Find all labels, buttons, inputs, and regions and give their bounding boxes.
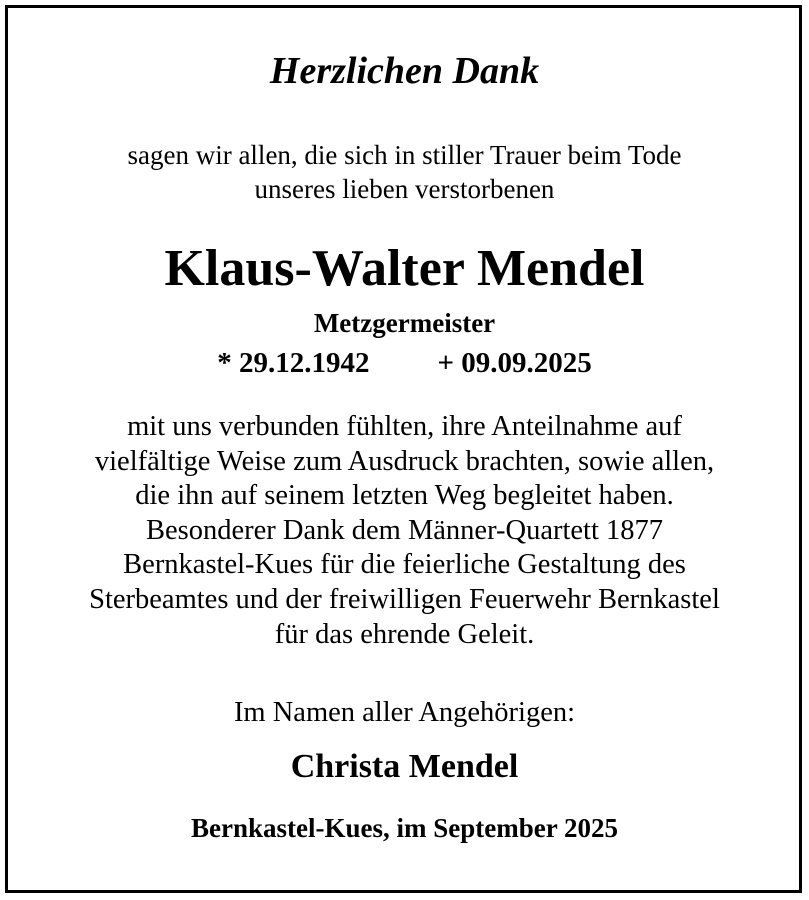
body-text — [0, 410, 809, 652]
body-line: für das ehrende Geleit. — [274, 618, 535, 650]
body-line: Bernkastel-Kues für die feierliche Gestaltung des — [123, 549, 686, 581]
birth-date: * 29.12.1942 — [217, 347, 370, 379]
notice-heading: Herzlichen Dank — [269, 50, 540, 92]
life-dates — [0, 345, 809, 381]
place-date: Bernkastel-Kues, im September 2025 — [191, 813, 618, 843]
intro-text — [0, 138, 809, 206]
intro-line: sagen wir allen, die sich in stiller Trauer beim Tode — [127, 140, 682, 170]
profession: Metzgermeister — [313, 308, 496, 338]
intro-line: unseres lieben verstorbenen — [254, 174, 555, 204]
body-line: Sterbeamtes und der freiwilligen Feuerwehr Bernkastel — [89, 583, 720, 615]
body-line: die ihn auf seinem letzten Weg begleitet haben. — [135, 480, 674, 512]
signoff-text: Im Namen aller Angehörigen: — [233, 697, 576, 728]
deceased-name: Klaus-Walter Mendel — [164, 240, 645, 297]
death-date: + 09.09.2025 — [437, 347, 592, 379]
body-line: Besonderer Dank dem Männer-Quartett 1877 — [145, 514, 663, 546]
signer-name: Christa Mendel — [290, 748, 519, 785]
body-line: mit uns verbunden fühlten, ihre Anteilnahme auf — [127, 411, 682, 442]
body-line: vielfältige Weise zum Ausdruck brachten, sowie allen, — [94, 445, 715, 477]
